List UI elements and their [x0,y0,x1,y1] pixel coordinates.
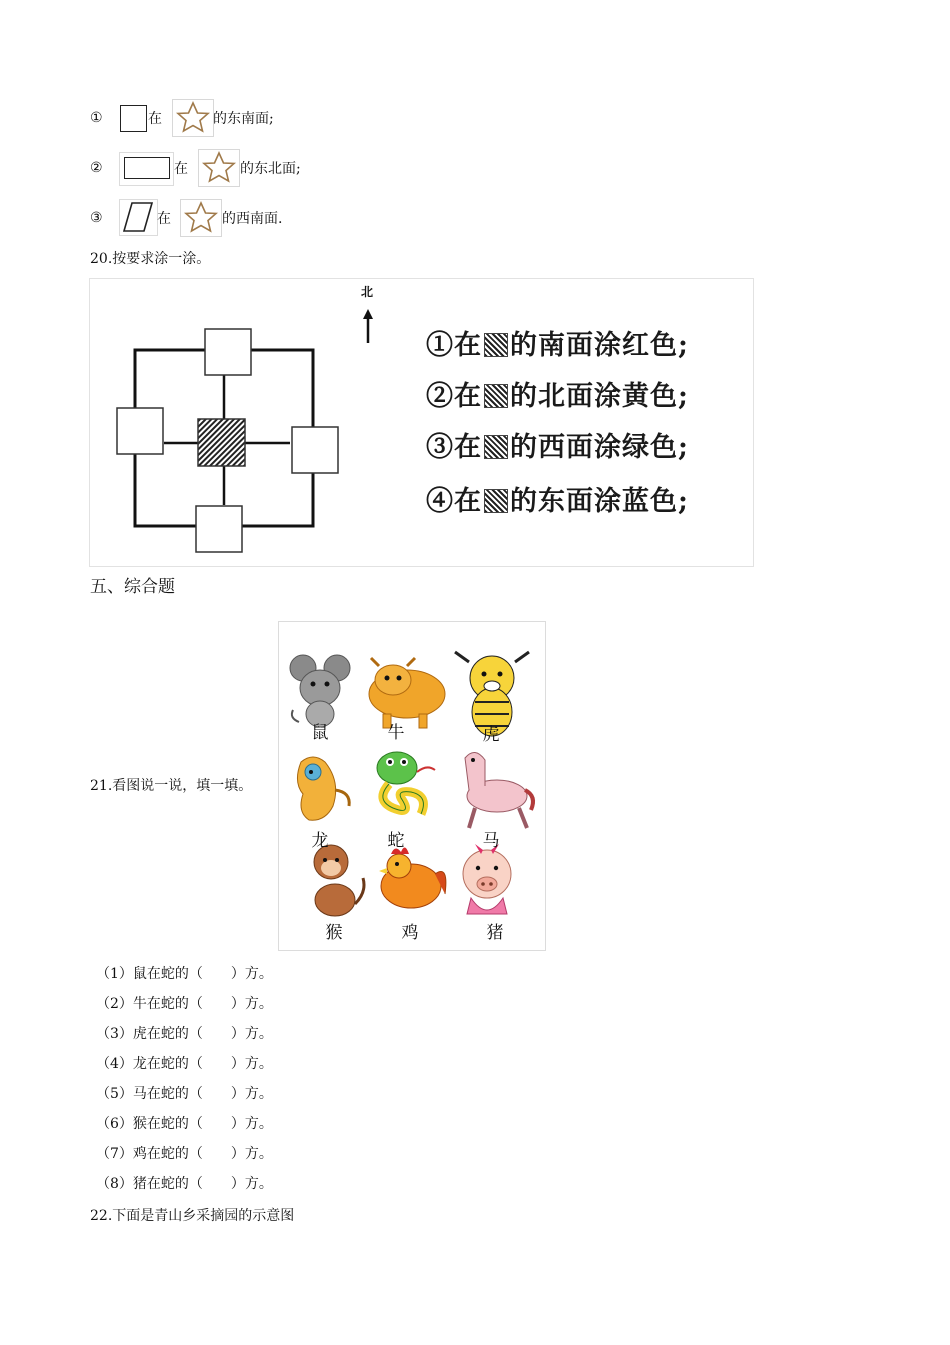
direction-grid-diagram [90,279,753,566]
north-label: 北 [361,285,374,299]
instruction-post: 的南面涂红色; [510,330,689,361]
item-suffix: 的东北面; [240,161,301,177]
item-number: ② [90,160,103,176]
item-suffix: 的西南面. [222,211,283,227]
q20-instruction-2 [426,380,689,414]
animal-label-ox: 牛 [387,723,405,743]
pig-icon [463,844,511,914]
question-21-sub-6: （6）猴在蛇的（ ）方。 [96,1116,273,1132]
hatched-square-icon [484,384,508,408]
item-word: 在 [174,161,188,177]
star-icon [199,150,239,186]
star-icon-box [172,99,214,137]
zodiac-animal-figure [278,621,546,951]
snake-icon [377,752,435,814]
star-icon [173,100,213,136]
instruction-post: 的北面涂黄色; [510,381,689,412]
q20-instruction-4 [426,485,689,519]
item-number: ③ [90,210,103,226]
star-icon-box [180,199,222,237]
hatched-square-icon [484,489,508,513]
item-number: ① [90,110,103,126]
instruction-number: ③ [426,432,454,463]
question-21-sub-3: （3）虎在蛇的（ ）方。 [96,1026,273,1042]
question-21-title: 21.看图说一说，填一填。 [90,778,253,794]
rooster-icon [379,847,446,908]
instruction-pre: 在 [454,432,482,463]
question-21-sub-7: （7）鸡在蛇的（ ）方。 [96,1146,273,1162]
star-icon-box [198,149,240,187]
question-21-sub-1: （1）鼠在蛇的（ ）方。 [96,966,273,982]
animal-label-dragon: 龙 [311,831,329,851]
dragon-icon [297,757,349,820]
animal-label-pig: 猪 [486,923,504,943]
instruction-pre: 在 [454,486,482,517]
parallelogram-shape [122,202,154,232]
animal-label-tiger: 虎 [482,725,500,745]
square-shape [120,105,147,132]
rat-icon [290,655,350,727]
monkey-icon [314,845,364,916]
question-21-sub-8: （8）猪在蛇的（ ）方。 [96,1176,273,1192]
animal-label-rooster: 鸡 [401,923,419,943]
instruction-post: 的西面涂绿色; [510,432,689,463]
instruction-number: ④ [426,486,454,517]
item-suffix: 的东南面; [213,111,274,127]
section-heading: 五、综合题 [90,577,175,597]
instruction-pre: 在 [454,330,482,361]
zodiac-animals-picture [279,622,545,950]
instruction-number: ② [426,381,454,412]
animal-label-monkey: 猴 [325,923,343,943]
question-21-sub-5: （5）马在蛇的（ ）方。 [96,1086,273,1102]
instruction-pre: 在 [454,381,482,412]
q20-instruction-3 [426,431,689,465]
question-21-sub-4: （4）龙在蛇的（ ）方。 [96,1056,273,1072]
animal-label-rat: 鼠 [311,723,329,743]
question-21-sub-2: （2）牛在蛇的（ ）方。 [96,996,273,1012]
star-icon [181,200,221,236]
q20-figure [89,278,754,567]
item-word: 在 [157,211,171,227]
rectangle-shape [124,157,170,179]
hatched-square-icon [484,333,508,357]
q20-instruction-1 [426,329,689,363]
question-20-title: 20.按要求涂一涂。 [90,251,211,267]
horse-icon [465,752,533,828]
instruction-number: ① [426,330,454,361]
instruction-post: 的东面涂蓝色; [510,486,689,517]
animal-label-horse: 马 [482,831,500,851]
animal-label-snake: 蛇 [387,831,405,851]
item-word: 在 [148,111,162,127]
hatched-square-icon [484,435,508,459]
question-22-title: 22.下面是青山乡采摘园的示意图 [90,1208,295,1224]
